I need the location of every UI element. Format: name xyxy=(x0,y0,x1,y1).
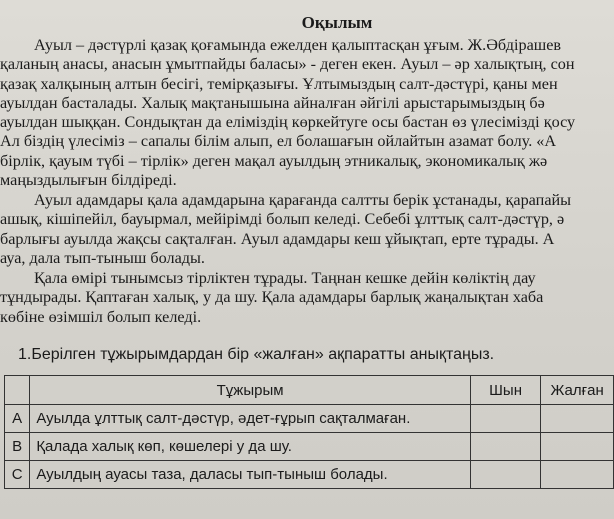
paragraph-line: Ауыл – дәстүрлі қазақ қоғамында ежелден қалыптасқан ұғым. Ж.Әбдірашев xyxy=(34,36,562,54)
header-false: Жалған xyxy=(541,376,614,405)
row-statement: Ауылда ұлттық салт-дәстүр, әдет-ғұрып сақталмаған. xyxy=(30,405,471,433)
paragraph-line: қаланың анасы, анасын ұмытпайды баласы» - деген екен. Ауыл – әр халықтың, сон xyxy=(0,55,575,74)
paragraph-line: ашық, кішіпейіл, бауырмал, мейірімді болып келеді. Себебі ұлттық салт-дәстүр, ә xyxy=(0,210,565,229)
paragraph-line: қазақ халқының алтын бесігі, темірқазығы. Ұлтымыздың салт-дәстүрі, қаны мен xyxy=(0,74,558,93)
page-title: Оқылым xyxy=(301,13,373,32)
paragraph-line: барлығы ауылда жақсы сақталған. Ауыл адамдары кеш ұйықтап, ерте тұрады. А xyxy=(0,229,555,248)
table-row xyxy=(5,433,614,461)
paragraph-1 xyxy=(0,36,614,190)
paragraph-line: маңыздылығын білдіреді. xyxy=(0,171,177,190)
paragraph-line: Қала өмірі тынымсыз тірліктен тұрады. Таңнан кешке дейін көліктің дау xyxy=(34,269,536,287)
false-answer-cell[interactable] xyxy=(541,433,614,461)
paragraph-line: ауылдан шыққан. Сондықтан да еліміздің көркейтуге осы бастан өз үлесімізді қосу xyxy=(0,113,576,132)
paragraph-line: тұндырады. Қаптаған халық, у да шу. Қала адамдары барлық жаңалықтан хаба xyxy=(0,288,544,307)
true-answer-cell[interactable] xyxy=(470,405,540,433)
header-statement: Тұжырым xyxy=(30,376,471,405)
row-letter: B xyxy=(5,433,30,461)
false-answer-cell[interactable] xyxy=(541,405,614,433)
false-answer-cell[interactable] xyxy=(541,461,614,489)
header-letter-cell xyxy=(5,376,30,405)
paragraph-line: көбіне өзімшіл болып келеді. xyxy=(0,307,202,326)
row-statement: Ауылдың ауасы таза, даласы тып-тыныш болады. xyxy=(30,461,471,489)
paragraph-line: ауа, дала тып-тыныш болады. xyxy=(0,248,205,267)
table-row xyxy=(5,405,614,433)
paragraph-line: Ал біздің үлесіміз – сапалы білім алып, ел болашағын ойлайтын азамат болу. «А xyxy=(0,132,557,151)
paragraph-2 xyxy=(0,191,614,268)
paragraph-line: ауылдан басталады. Халық мақтанышына айналған әйгілі арыстарымыздың бә xyxy=(0,93,545,112)
header-true: Шын xyxy=(470,376,540,405)
true-answer-cell[interactable] xyxy=(470,433,540,461)
answer-table xyxy=(4,375,614,489)
true-answer-cell[interactable] xyxy=(470,461,540,489)
question-text: 1.Берілген тұжырымдардан бір «жалған» ақпаратты анықтаңыз. xyxy=(18,346,495,363)
table-header-row xyxy=(5,376,614,405)
row-letter: A xyxy=(5,405,30,433)
table-row xyxy=(5,461,614,489)
row-letter: C xyxy=(5,461,30,489)
row-statement: Қалада халық көп, көшелері у да шу. xyxy=(30,433,471,461)
paragraph-line: Ауыл адамдары қала адамдарына қарағанда салтты берік ұстанады, қарапайы xyxy=(34,191,572,209)
paragraph-3 xyxy=(0,269,614,327)
paragraph-line: бірлік, қауым түбі – тірлік» деген мақал ауылдың этникалық, экономикалық жә xyxy=(0,151,548,170)
